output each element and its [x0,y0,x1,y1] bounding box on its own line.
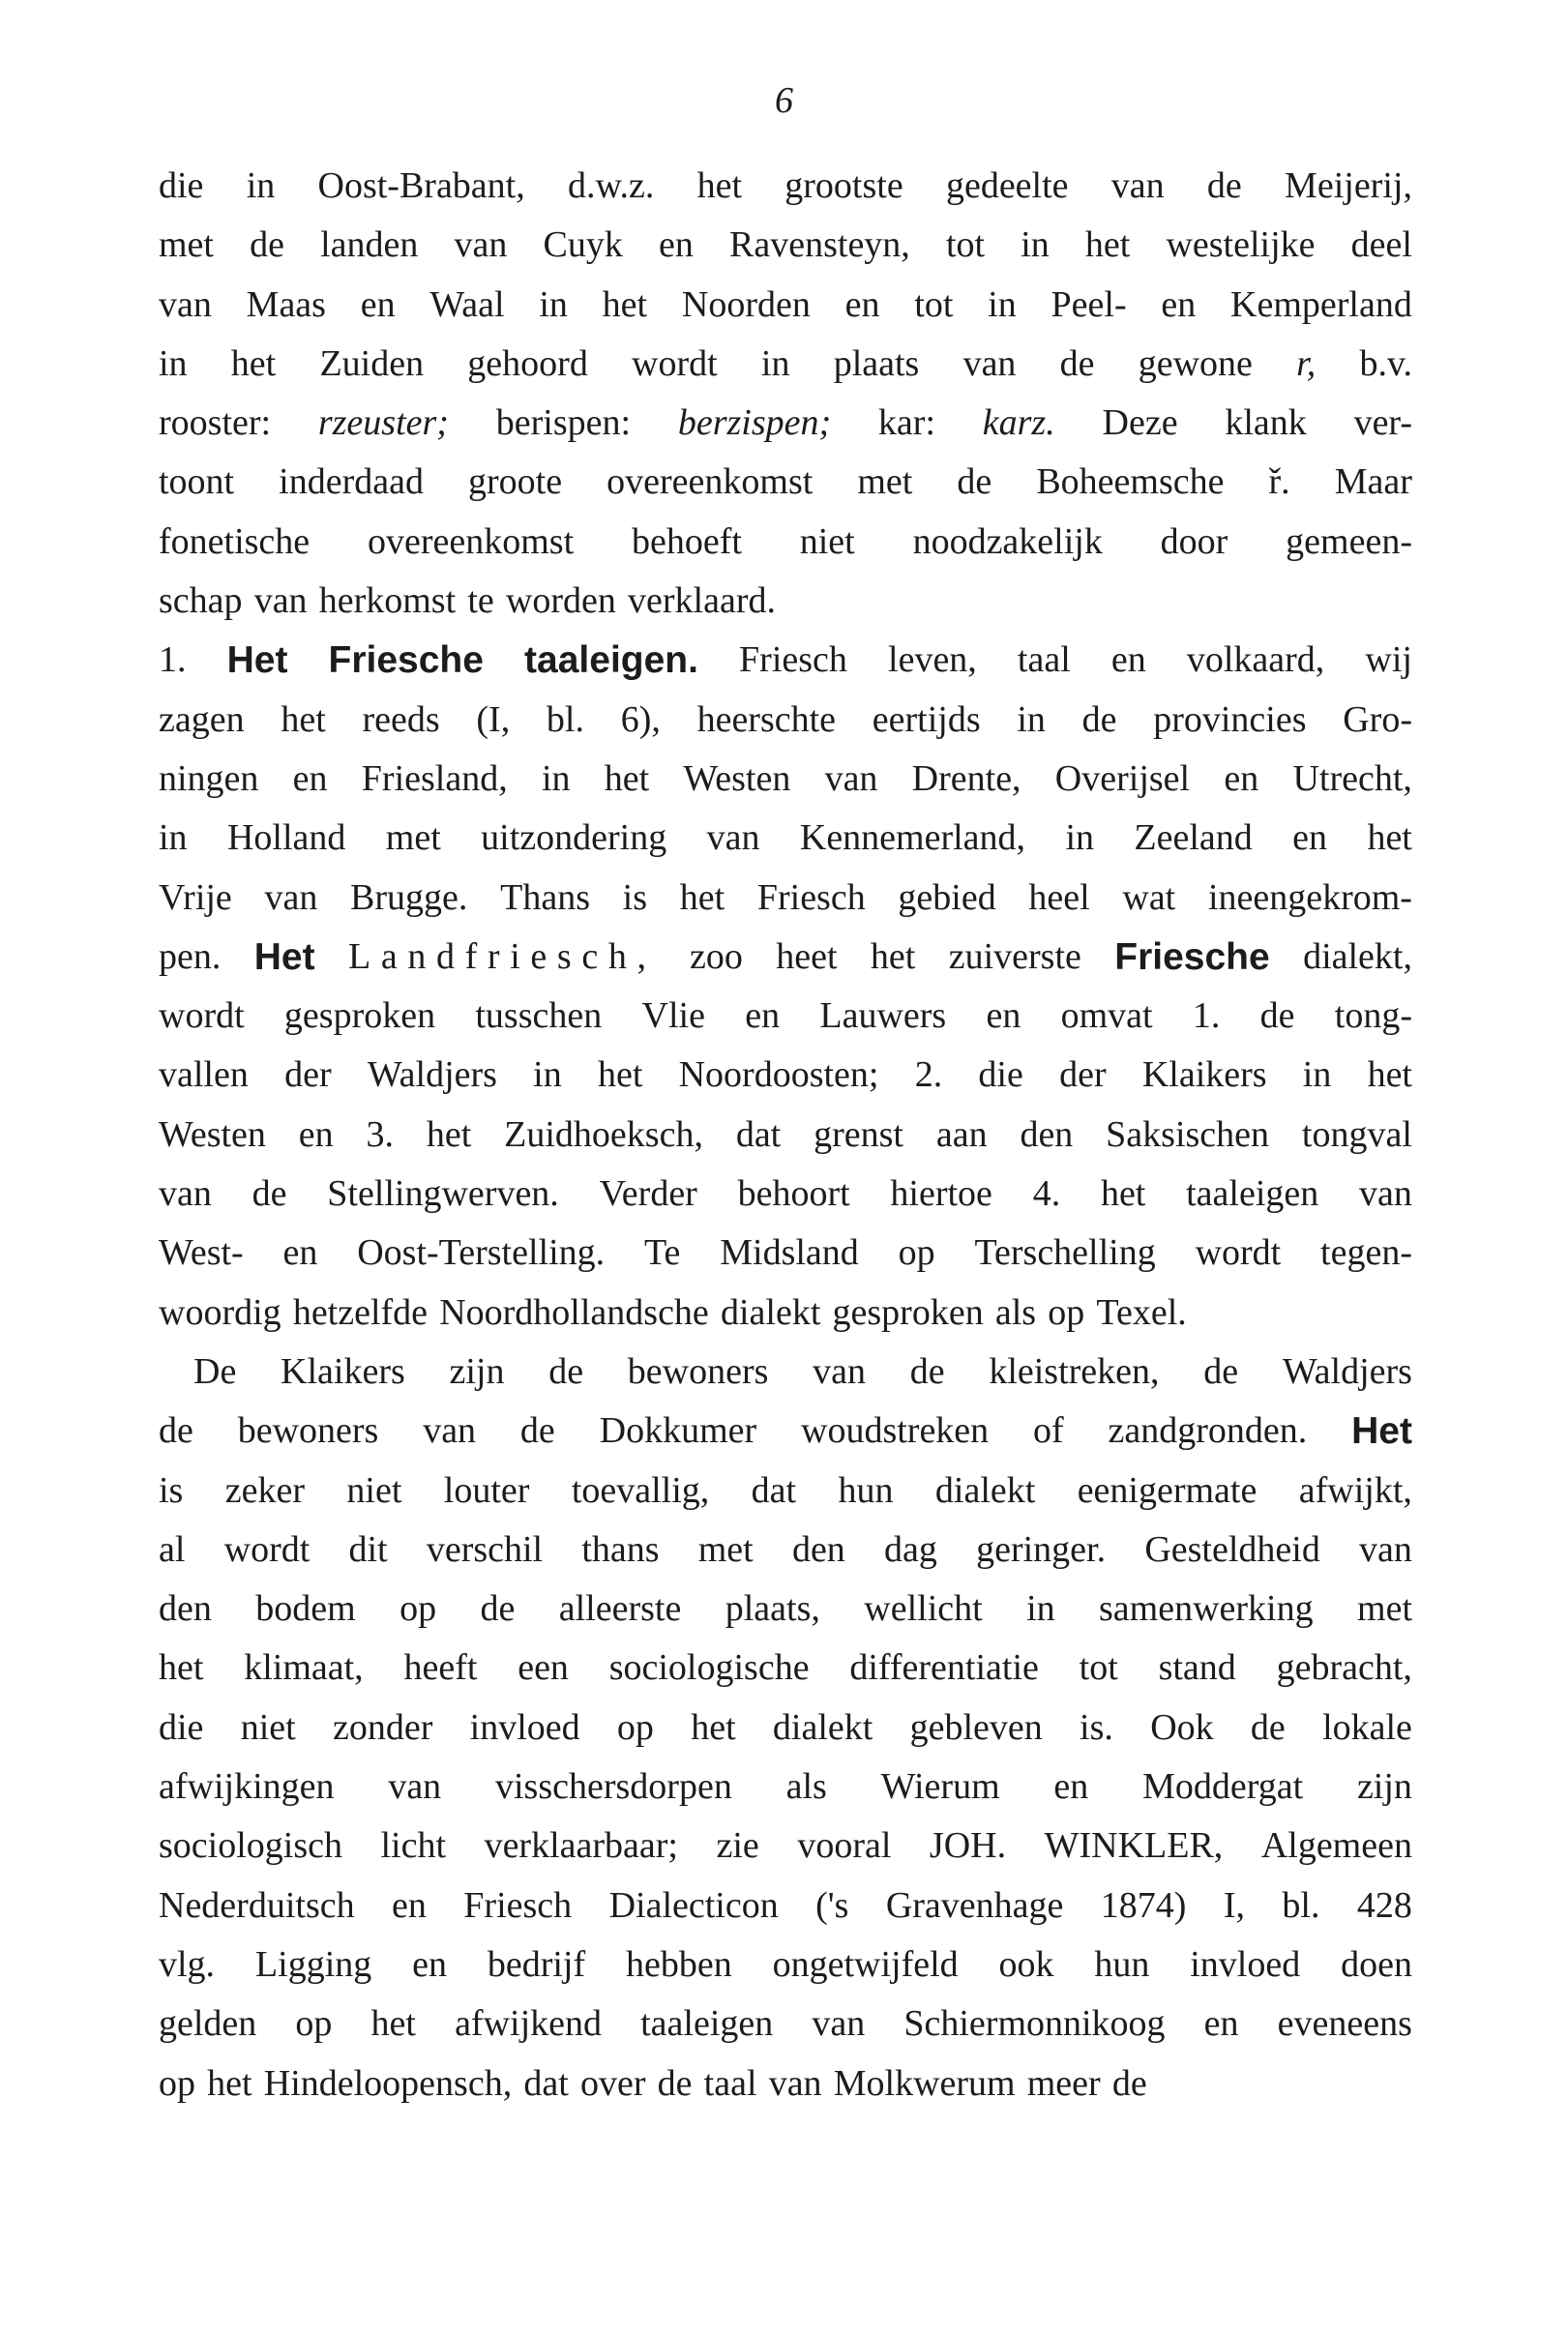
text-line: het klimaat, heeft een sociologische differentiatie tot stand gebracht, [159,1647,1412,1689]
text-line: wordt gesproken tusschen Vlie en Lauwers en omvat 1. de tong- [159,995,1412,1037]
text-line: in Holland met uitzondering van Kennemerland, in Zeeland en het [159,817,1412,859]
text-line: gelden op het afwijkend taaleigen van Schiermonnikoog en eveneens [159,2003,1412,2045]
text-line: schap van herkomst te worden verklaard. [159,580,776,622]
text-line: woordig hetzelfde Noordhollandsche dialekt gesproken als op Texel. [159,1291,1187,1333]
text-line: pen. Het Landfriesch, zoo heet het zuiverste Friesche dialekt, [159,935,1412,978]
text-line: vlg. Ligging en bedrijf hebben ongetwijfeld ook hun invloed doen [159,1943,1412,1985]
text-line: is zeker niet louter toevallig, dat hun dialekt eenigermate afwijkt, [159,1469,1412,1511]
text-line: ningen en Friesland, in het Westen van Drente, Overijsel en Utrecht, [159,757,1412,799]
text-line: De Klaikers zijn de bewoners van de kleistreken, de Waldjers [193,1350,1412,1392]
text-line: fonetische overeenkomst behoeft niet noodzakelijk door gemeen- [159,520,1412,562]
text-line: afwijkingen van visschersdorpen als Wierum en Moddergat zijn [159,1766,1412,1808]
text-line: sociologisch licht verklaarbaar; zie vooral JOH. WINKLER, Algemeen [159,1825,1412,1867]
text-line: van Maas en Waal in het Noorden en tot in Peel- en Kemperland [159,283,1412,325]
page-number: 6 [775,80,793,121]
text-line: van de Stellingwerven. Verder behoort hiertoe 4. het taaleigen van [159,1173,1412,1215]
body-text [159,157,1412,2113]
text-line: vallen der Waldjers in het Noordoosten; 2. die der Klaikers in het [159,1054,1412,1096]
text-line: in het Zuiden gehoord wordt in plaats van de gewone r, b.v. [159,342,1412,384]
text-line: zagen het reeds (I, bl. 6), heerschte eertijds in de provincies Gro- [159,698,1412,740]
text-line: Vrije van Brugge. Thans is het Friesch gebied heel wat ineengekrom- [159,876,1412,918]
text-line: den bodem op de alleerste plaats, wellicht in samenwerking met [159,1588,1412,1630]
text-line: op het Hindeloopensch, dat over de taal van Molkwerum meer de [159,2062,1147,2104]
text-line: West- en Oost-Terstelling. Te Midsland op Terschelling wordt tegen- [159,1232,1412,1274]
text-line: Nederduitsch en Friesch Dialecticon ('s Gravenhage 1874) I, bl. 428 [159,1884,1412,1926]
text-line: 1. Het Friesche taaleigen. Friesch leven, taal en volkaard, wij [159,639,1412,682]
text-line: die niet zonder invloed op het dialekt gebleven is. Ook de lokale [159,1706,1412,1748]
text-line: met de landen van Cuyk en Ravensteyn, tot in het westelijke deel [159,224,1412,266]
text-line: al wordt dit verschil thans met den dag geringer. Gesteldheid van [159,1528,1412,1570]
text-line: die in Oost-Brabant, d.w.z. het grootste gedeelte van de Meijerij, [159,165,1412,206]
text-line: de bewoners van de Dokkumer woudstreken of zandgronden. Het [159,1410,1412,1453]
text-line: Westen en 3. het Zuidhoeksch, dat grenst aan den Saksischen tongval [159,1113,1412,1155]
text-line: toont inderdaad groote overeenkomst met de Boheemsche ř. Maar [159,461,1412,503]
text-line: rooster: rzeuster; berispen: berzispen; kar: karz. Deze klank ver- [159,402,1412,444]
